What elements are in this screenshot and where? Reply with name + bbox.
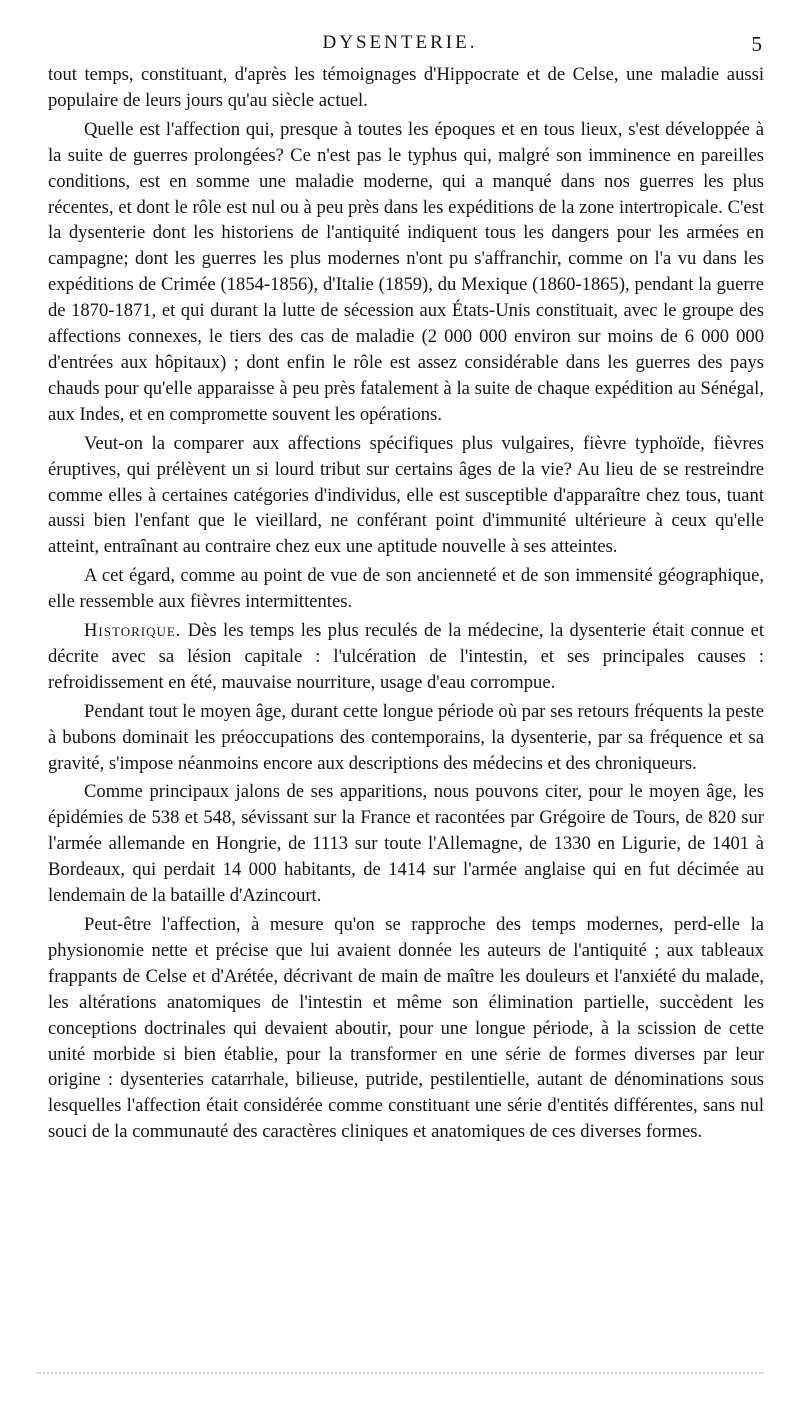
paragraph-continuation: tout temps, constituant, d'après les témoignages d'Hippocrate et de Celse, une maladie aussi populaire de leurs jours qu'au siècle actuel. <box>48 64 764 111</box>
paragraph-comparison: Veut-on la comparer aux affections spécifiques plus vulgaires, fièvre typhoïde, fièvres éruptives, qui prélèvent un si lourd tribut sur certains âges de la vie? Au lieu de se restreindre comme elles à certaines catégories d'individus, elle est susceptible d'apparaître chez tous, tuant aussi bien l'enfant que le vieillard, ne conférant point d'immunité ultérieure à ceux qu'elle atteint, entraînant au contraire chez eux une aptitude nouvelle à ses atteintes. <box>48 432 764 558</box>
paragraph-epidemics: Comme principaux jalons de ses apparitions, nous pouvons citer, pour le moyen âge, les épidémies de 538 et 548, sévissant sur la France et racontées par Grégoire de Tours, de 820 sur l'armée allemande en Hongrie, de 1113 sur toute l'Allemagne, de 1330 en Ligurie, de 1401 à Bordeaux, qui perdait 14 000 habitants, de 1414 sur l'armée anglaise qui en fut décimée au lendemain de la bataille d'Azincourt. <box>48 781 764 907</box>
paragraph-middle-ages: Pendant tout le moyen âge, durant cette longue période où par ses retours fréquents la peste à bubons dominait les préoccupations des contemporains, la dysenterie, par sa fréquence et sa gravité, s'impose néanmoins encore aux descriptions des médecins et des chroniqueurs. <box>48 700 764 774</box>
section-heading-historique: Historique. <box>84 620 182 642</box>
page-number: 5 <box>751 32 762 56</box>
running-title: DYSENTERIE. <box>322 32 478 53</box>
bottom-scan-marks <box>36 1372 764 1376</box>
paragraph-modern-times: Peut-être l'affection, à mesure qu'on se rapproche des temps modernes, perd-elle la physionomie nette et précise que lui avaient donnée les auteurs de l'antiquité ; aux tableaux frappants de Celse et d'Arétée, décrivant de main de maître les douleurs et l'anxiété du malade, les altérations anatomiques de l'intestin et même son élimination partielle, succèdent les conceptions doctrinales qui devaient aboutir, pour une longue période, à la scission de cette unité morbide si bien établie, pour la transformer en une série de formes diverses par leur origine : dysenteries catarrhale, bilieuse, putride, pestilentielle, autant de dénominations sous lesquelles l'affection était considérée comme constituant une série d'entités différentes, sans nul souci de la communauté des caractères cliniques et anatomiques de ces diverses formes. <box>48 914 764 1143</box>
body-text <box>48 62 764 1145</box>
paragraph-war-affection: Quelle est l'affection qui, presque à toutes les époques et en tous lieux, s'est développée à la suite de guerres prolongées? Ce n'est pas le typhus qui, malgré son imminence en pareilles conditions, est en somme une maladie moderne, qui a manqué dans nos guerres les plus récentes, et dont le rôle est nul ou à peu près dans les expéditions de la zone intertropicale. C'est la dysenterie dont les historiens de l'antiquité indiquent tous les dangers pour les armées en campagne; dont les guerres les plus modernes n'ont pu s'affranchir, comme on l'a vu dans les expéditions de Crimée (1854-1856), d'Italie (1859), du Mexique (1860-1865), pendant la guerre de 1870-1871, et qui durant la lutte de sécession aux États-Unis constituait, avec le groupe des affections connexes, le tiers des cas de maladie (2 000 000 environ sur moins de 6 000 000 d'entrées aux hôpitaux) ; dont enfin le rôle est assez considérable dans les guerres des pays chauds pour qu'elle apparaisse à peu près fatalement à la suite de chaque expédition au Sénégal, aux Indes, et en compromette souvent les opérations. <box>48 118 764 425</box>
paragraph-intermittent-fevers: A cet égard, comme au point de vue de son ancienneté et de son immensité géographique, elle ressemble aux fièvres intermittentes. <box>48 565 764 613</box>
paragraph-historique-text: Dès les temps les plus reculés de la médecine, la dysenterie était connue et décrite avec sa lésion capitale : l'ulcération de l'intestin, et ses principales causes : refroidissement en été, mauvaise nourriture, usage d'eau corrompue. <box>48 620 764 693</box>
page-header <box>0 30 800 60</box>
paragraph-historique <box>48 618 764 696</box>
